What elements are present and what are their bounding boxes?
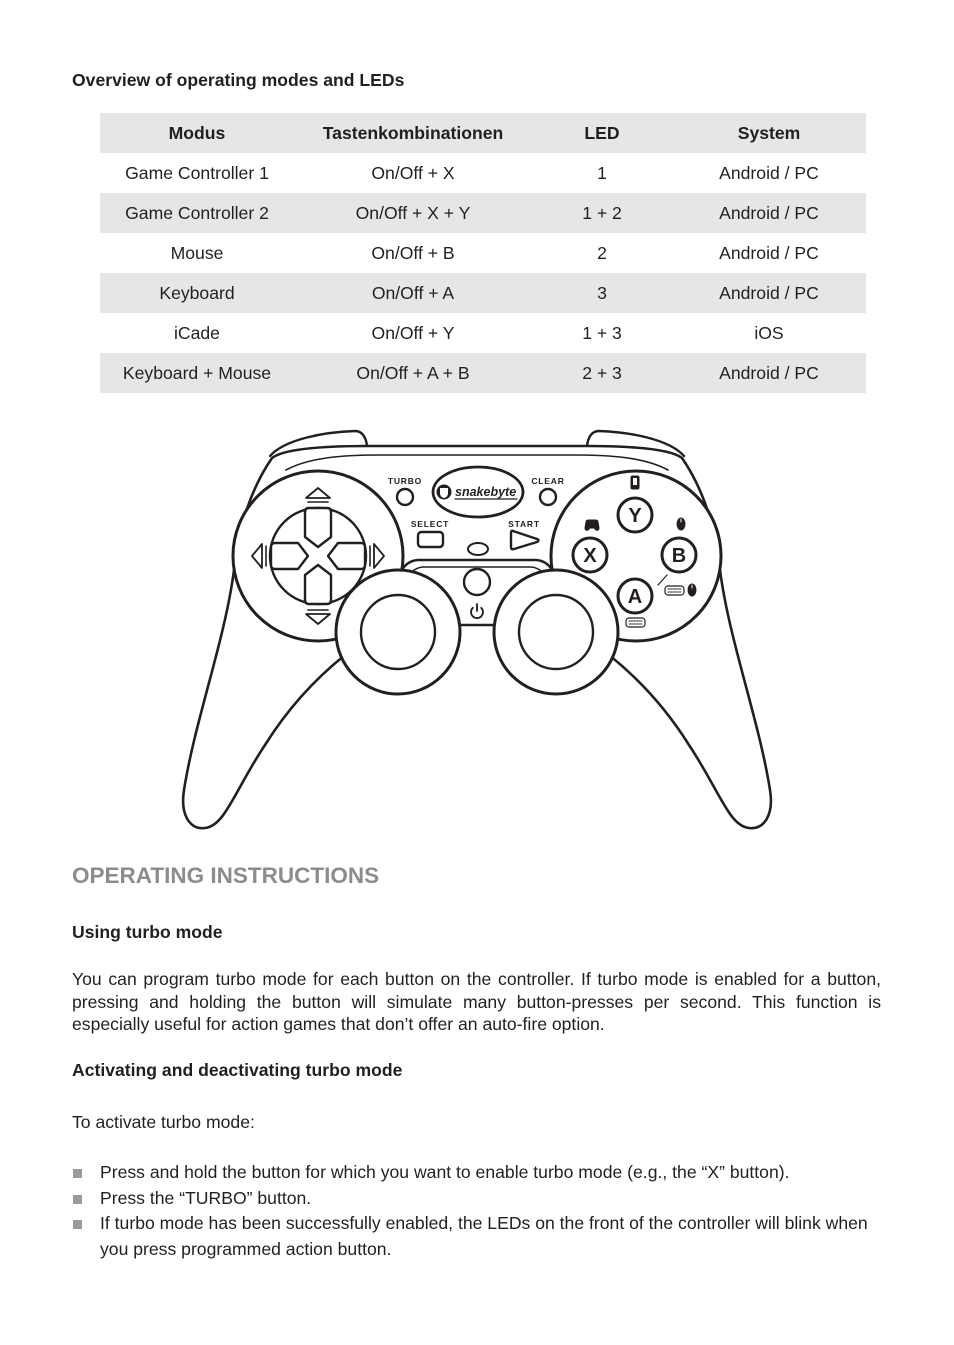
power-button bbox=[464, 569, 490, 595]
table-row bbox=[100, 193, 866, 233]
start-label: START bbox=[508, 519, 540, 529]
right-stick-cap bbox=[519, 595, 593, 669]
mouse-icon bbox=[677, 518, 685, 530]
cell-key-combination: On/Off + X bbox=[371, 163, 455, 183]
left-stick-cap bbox=[361, 595, 435, 669]
cell-system: Android / PC bbox=[719, 203, 819, 223]
cell-led: 1 bbox=[597, 163, 607, 183]
cell-led: 2 bbox=[597, 243, 607, 263]
bullet-square bbox=[73, 1169, 82, 1178]
turbo-heading: Using turbo mode bbox=[72, 922, 223, 942]
cell-system: iOS bbox=[754, 323, 784, 343]
step-text: Press the “TURBO” button. bbox=[100, 1187, 312, 1208]
cell-system: Android / PC bbox=[719, 283, 819, 303]
cell-mode: Keyboard bbox=[159, 283, 235, 303]
bullet-square bbox=[73, 1195, 82, 1204]
cell-system: Android / PC bbox=[719, 163, 819, 183]
column-header-key-combination: Tastenkombinationen bbox=[322, 123, 504, 143]
led-indicator bbox=[468, 543, 488, 555]
turbo-paragraph: You can program turbo mode for each button on the controller. If turbo mode is enabled for a button, pressing and holding the button will simulate many button-presses per second. This function is especially useful for action games that don’t offer an auto-fire option. bbox=[72, 969, 881, 1034]
overview-heading: Overview of operating modes and LEDs bbox=[72, 70, 405, 90]
cell-key-combination: On/Off + A + B bbox=[356, 363, 470, 383]
cell-key-combination: On/Off + B bbox=[371, 243, 455, 263]
list-item bbox=[100, 1186, 881, 1212]
cell-mode: Mouse bbox=[170, 243, 224, 263]
table-row bbox=[100, 313, 866, 353]
cell-system: Android / PC bbox=[719, 243, 819, 263]
keyboard-mouse-icon bbox=[665, 584, 696, 596]
table-row bbox=[100, 273, 866, 313]
cell-mode: Keyboard + Mouse bbox=[122, 363, 272, 383]
cell-led: 1 + 3 bbox=[582, 323, 622, 343]
cell-led: 3 bbox=[597, 283, 607, 303]
cell-mode: Game Controller 2 bbox=[125, 203, 269, 223]
activating-intro: To activate turbo mode: bbox=[72, 1112, 255, 1132]
cell-led: 1 + 2 bbox=[582, 203, 622, 223]
table-header-row bbox=[100, 113, 866, 153]
step-text: If turbo mode has been successfully enabled, the LEDs on the front of the controller will blink when you press programmed action button. bbox=[100, 1213, 868, 1259]
cell-key-combination: On/Off + A bbox=[371, 283, 455, 303]
column-header-led: LED bbox=[584, 123, 620, 143]
b-button-label: B bbox=[671, 545, 687, 567]
turbo-button bbox=[397, 489, 413, 505]
step-text: Press and hold the button for which you want to enable turbo mode (e.g., the “X” button). bbox=[100, 1162, 790, 1182]
brand-logo-text: snakebyte bbox=[455, 485, 517, 499]
bullet-square bbox=[73, 1220, 82, 1229]
controller-illustration bbox=[170, 420, 784, 840]
d-pad-left bbox=[271, 543, 308, 569]
list-item bbox=[100, 1160, 881, 1186]
turbo-label: TURBO bbox=[387, 476, 423, 486]
table-row bbox=[100, 353, 866, 393]
activation-steps-list bbox=[100, 1160, 881, 1262]
column-header-modus: Modus bbox=[168, 123, 226, 143]
activating-heading: Activating and deactivating turbo mode bbox=[72, 1060, 403, 1080]
list-item bbox=[100, 1211, 881, 1262]
cell-mode: Game Controller 1 bbox=[125, 163, 269, 183]
cell-mode: iCade bbox=[174, 323, 220, 343]
phone-icon bbox=[631, 476, 639, 489]
cell-key-combination: On/Off + Y bbox=[371, 323, 455, 343]
column-header-system: System bbox=[737, 123, 801, 143]
a-button-label: A bbox=[627, 586, 643, 608]
select-button bbox=[418, 532, 443, 547]
clear-label: CLEAR bbox=[531, 476, 565, 486]
d-pad-up bbox=[305, 508, 331, 547]
cell-led: 2 + 3 bbox=[582, 363, 622, 383]
cell-system: Android / PC bbox=[719, 363, 819, 383]
x-button-label: X bbox=[583, 545, 597, 567]
d-pad-down bbox=[305, 565, 331, 604]
d-pad-right bbox=[328, 543, 365, 569]
section-title: OPERATING INSTRUCTIONS bbox=[72, 863, 380, 888]
select-label: SELECT bbox=[410, 519, 450, 529]
y-button-label: Y bbox=[628, 505, 642, 527]
cell-key-combination: On/Off + X + Y bbox=[355, 203, 471, 223]
table-row bbox=[100, 153, 866, 193]
modes-table bbox=[100, 113, 866, 393]
clear-button bbox=[540, 489, 556, 505]
keyboard-icon bbox=[626, 618, 645, 627]
table-row bbox=[100, 233, 866, 273]
